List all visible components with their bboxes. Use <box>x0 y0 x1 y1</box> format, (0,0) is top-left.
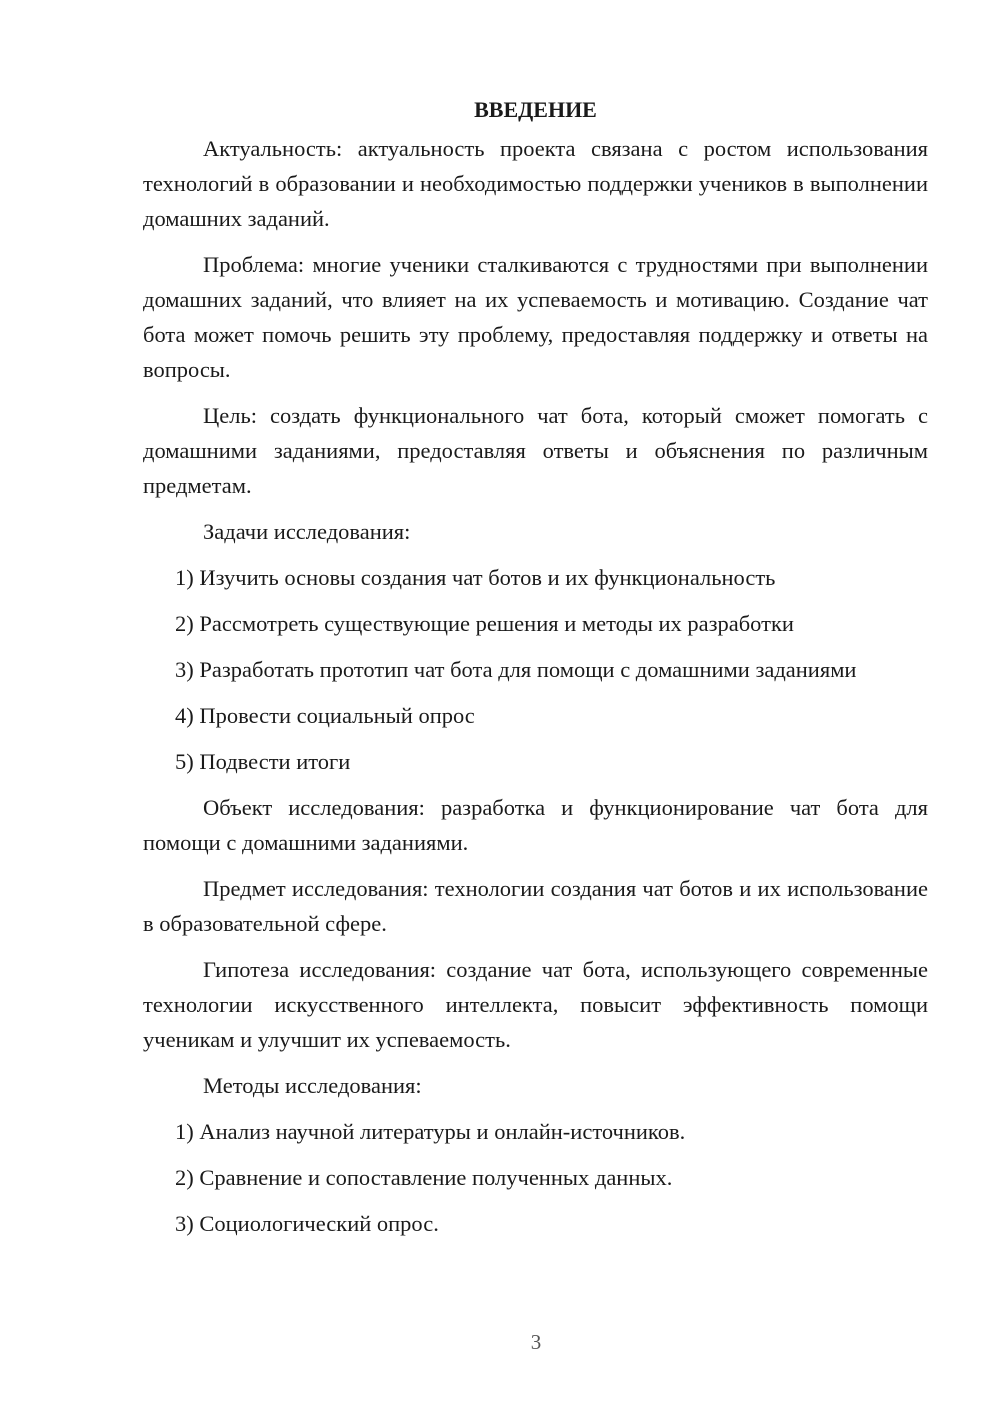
document-body <box>143 92 928 1252</box>
method-item: 2) Сравнение и сопоставление полученных данных. <box>175 1165 673 1190</box>
task-item: 3) Разработать прототип чат бота для помощи с домашними заданиями <box>175 657 857 682</box>
page-number: 3 <box>530 1330 542 1354</box>
method-item: 3) Социологический опрос. <box>175 1211 439 1236</box>
tasks-title: Задачи исследования: <box>203 519 411 544</box>
methods-title: Методы исследования: <box>203 1073 422 1098</box>
paragraph-hypothesis: Гипотеза исследования: создание чат бота, использующего современные технологии искусственного интеллекта, повысит эффективность помощи ученикам и улучшит их успеваемость. <box>143 957 928 1052</box>
paragraph-goal: Цель: создать функционального чат бота, который сможет помогать с домашними заданиями, предоставляя ответы и объяснения по различным предметам. <box>143 403 928 498</box>
task-item: 5) Подвести итоги <box>175 749 351 774</box>
paragraph-relevance: Актуальность: актуальность проекта связана с ростом использования технологий в образовании и необходимостью поддержки учеников в выполнении домашних заданий. <box>143 136 928 231</box>
paragraph-object: Объект исследования: разработка и функционирование чат бота для помощи с домашними заданиями. <box>143 795 928 855</box>
paragraph-problem: Проблема: многие ученики сталкиваются с трудностями при выполнении домашних заданий, что влияет на их успеваемость и мотивацию. Создание чат бота может помочь решить эту проблему, предоставляя поддержку и ответы на вопросы. <box>143 252 928 382</box>
method-item: 1) Анализ научной литературы и онлайн-источников. <box>175 1119 686 1144</box>
task-item: 4) Провести социальный опрос <box>175 703 475 728</box>
paragraph-subject: Предмет исследования: технологии создания чат ботов и их использование в образовательной сфере. <box>143 876 928 936</box>
task-item: 1) Изучить основы создания чат ботов и их функциональность <box>175 565 776 590</box>
section-heading: ВВЕДЕНИЕ <box>474 97 597 122</box>
task-item: 2) Рассмотреть существующие решения и методы их разработки <box>175 611 794 636</box>
